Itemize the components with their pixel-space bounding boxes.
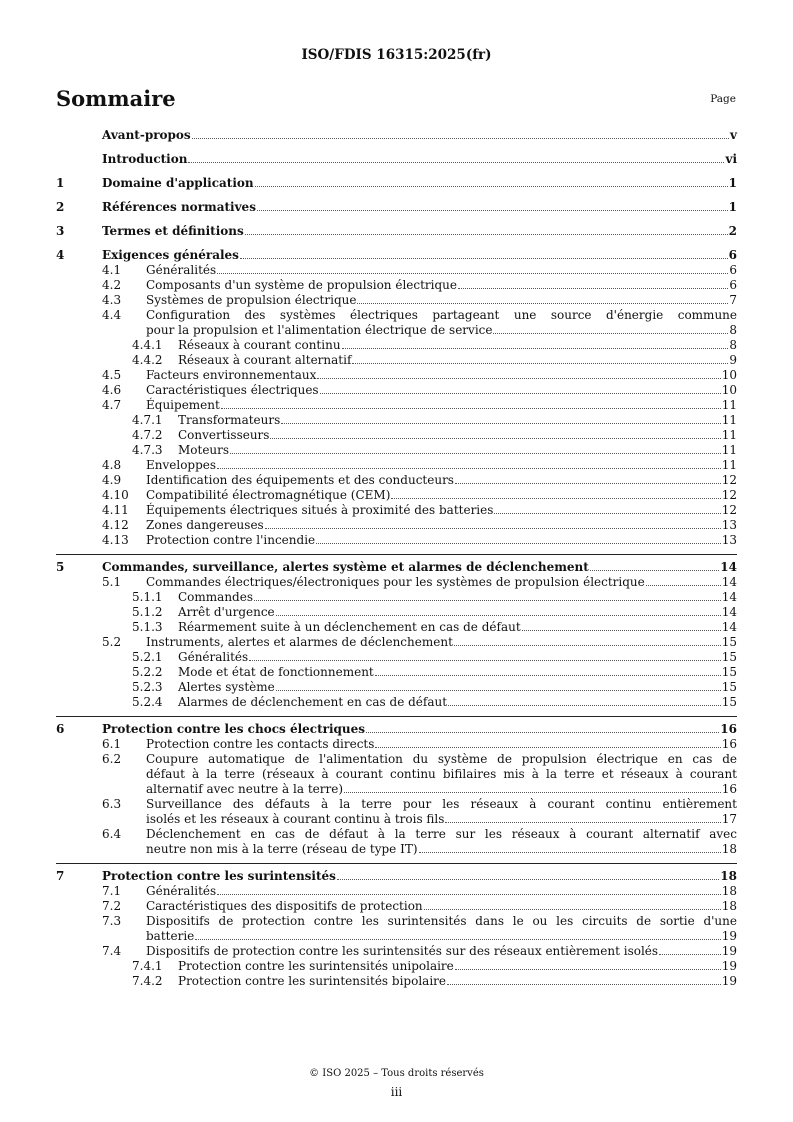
toc-entry-page: 10	[721, 368, 737, 382]
page-number: iii	[390, 1085, 403, 1099]
toc-entry[interactable]	[56, 635, 737, 650]
toc-entry[interactable]	[56, 737, 737, 752]
toc-entry-number: 4.2	[102, 278, 122, 292]
toc-entry-page: 6	[728, 248, 737, 262]
toc-entry-title: Équipement	[146, 398, 220, 412]
toc-entry-number: 4.7	[102, 398, 122, 412]
toc-entry-number: 5.2.4	[132, 695, 163, 709]
toc-entry[interactable]	[56, 665, 737, 680]
toc-entry[interactable]	[56, 680, 737, 695]
toc-entry-title: Réseaux à courant alternatif	[178, 353, 352, 367]
dot-leader	[240, 258, 728, 259]
dot-leader	[419, 852, 721, 853]
dot-leader	[230, 453, 721, 454]
toc-entry-title: Facteurs environnementaux	[146, 368, 317, 382]
toc-entry-page: 17	[721, 812, 737, 826]
toc-entry[interactable]	[56, 959, 737, 974]
toc-entry-title: Composants d'un système de propulsion électrique	[146, 278, 458, 292]
toc-entry-title: Alarmes de déclenchement en cas de défaut	[178, 695, 448, 709]
dot-leader	[458, 288, 728, 289]
toc-entry-title: Configuration des systèmes électriques partageant une source d'énergie commune	[146, 308, 737, 322]
toc-entry-page: 15	[721, 680, 737, 694]
toc-entry-title: neutre non mis à la terre (réseau de type IT)	[146, 842, 418, 856]
dot-leader	[316, 543, 721, 544]
dot-leader	[391, 498, 720, 499]
toc-entry-page: 6	[729, 263, 737, 277]
toc-entry[interactable]	[56, 473, 737, 488]
dot-leader	[217, 273, 728, 274]
toc-entry-page: 8	[729, 338, 737, 352]
toc-entry-page: 6	[729, 278, 737, 292]
toc-entry-page: 13	[721, 518, 737, 532]
toc-entry[interactable]	[56, 428, 737, 443]
toc-entry-title: Zones dangereuses	[146, 518, 264, 532]
toc-entry-number: 5.2	[102, 635, 122, 649]
toc-entry-title: Termes et définitions	[102, 224, 244, 238]
toc-entry-number: 7.4.1	[132, 959, 163, 973]
dot-leader	[188, 162, 724, 163]
toc-entry-page: 16	[721, 782, 737, 796]
toc-entry-title: Déclenchement en cas de défaut à la terre sur les réseaux à courant alternatif avec	[146, 827, 737, 841]
dot-leader	[375, 747, 720, 748]
dot-leader	[265, 528, 721, 529]
toc-entry[interactable]	[56, 413, 737, 428]
toc-entry-title: Dispositifs de protection contre les surintensités sur des réseaux entièrement isolés	[146, 944, 659, 958]
toc-entry[interactable]	[56, 899, 737, 914]
toc-entry-title: Protection contre les chocs électriques	[102, 722, 366, 736]
toc-entry[interactable]	[56, 338, 737, 353]
toc-entry[interactable]	[56, 590, 737, 605]
toc-entry-title: Domaine d'application	[102, 176, 254, 190]
toc-entry-number: 7	[56, 869, 65, 883]
toc-entry-title: Mode et état de fonctionnement	[178, 665, 374, 679]
toc-entry-title: Caractéristiques des dispositifs de protection	[146, 899, 423, 913]
toc-entry-number: 4.8	[102, 458, 122, 472]
toc-entry-page: 11	[721, 458, 737, 472]
toc-entry-page: 16	[720, 722, 737, 736]
toc-entry-page: 19	[721, 959, 737, 973]
toc-entry[interactable]	[56, 797, 737, 827]
toc-entry-title: Coupure automatique de l'alimentation du système de propulsion électrique en cas de	[146, 752, 737, 766]
toc-entry-title: Généralités	[146, 884, 217, 898]
dot-leader	[375, 675, 721, 676]
toc-entry-title: Commandes, surveillance, alertes système et alarmes de déclenchement	[102, 560, 589, 574]
toc-entry[interactable]	[56, 554, 737, 575]
toc-entry-page: 7	[729, 293, 737, 307]
toc-entry-number: 5.1.2	[132, 605, 163, 619]
toc-entry-number: 4.7.2	[132, 428, 163, 442]
toc-entry-page: 11	[721, 443, 737, 457]
toc-entry-page: 18	[720, 869, 737, 883]
toc-entry-page: 18	[721, 899, 737, 913]
toc-entry[interactable]	[56, 827, 737, 857]
toc-entry[interactable]	[56, 443, 737, 458]
toc-entry-number: 7.3	[102, 914, 122, 928]
toc-entry-title: Caractéristiques électriques	[146, 383, 319, 397]
toc-entry-title: Protection contre l'incendie	[146, 533, 316, 547]
toc-entry-number: 4.4	[102, 308, 122, 322]
toc-entry-number: 2	[56, 200, 65, 214]
toc-entry[interactable]	[56, 716, 737, 737]
toc-entry[interactable]	[56, 383, 737, 398]
dot-leader	[522, 630, 721, 631]
toc-entry-number: 4.13	[102, 533, 129, 547]
toc-entry[interactable]	[56, 200, 737, 215]
dot-leader	[454, 645, 721, 646]
dot-leader	[344, 792, 721, 793]
toc-entry[interactable]	[56, 128, 737, 143]
toc-entry-number: 4.10	[102, 488, 129, 502]
dot-leader	[257, 210, 728, 211]
dot-leader	[455, 969, 721, 970]
toc-entry-number: 4.6	[102, 383, 122, 397]
toc-entry-title: Convertisseurs	[178, 428, 270, 442]
toc-entry[interactable]	[56, 293, 737, 308]
toc-entry[interactable]	[56, 248, 737, 263]
toc-entry-page: 12	[721, 503, 737, 517]
toc-entry-page: 12	[721, 473, 737, 487]
toc-entry-title: Alertes système	[178, 680, 275, 694]
toc-entry-number: 4.11	[102, 503, 129, 517]
toc-entry[interactable]	[56, 944, 737, 959]
toc-entry-title: batterie	[146, 929, 195, 943]
toc-entry-title: Réseaux à courant continu	[178, 338, 341, 352]
toc-entry-title: Instruments, alertes et alarmes de déclenchement	[146, 635, 453, 649]
toc-entry-page: 11	[721, 428, 737, 442]
table-of-contents	[56, 128, 737, 989]
dot-leader	[276, 615, 721, 616]
toc-entry-title: Protection contre les surintensités bipolaire	[178, 974, 446, 988]
toc-entry[interactable]	[56, 752, 737, 797]
dot-leader	[192, 138, 729, 139]
dot-leader	[455, 483, 721, 484]
dot-leader	[366, 732, 719, 733]
page-column-label: Page	[710, 93, 736, 105]
toc-entry[interactable]	[56, 368, 737, 383]
toc-entry[interactable]	[56, 152, 737, 167]
toc-entry[interactable]	[56, 488, 737, 503]
toc-entry[interactable]	[56, 605, 737, 620]
toc-entry-page: 2	[728, 224, 737, 238]
toc-entry-number: 7.1	[102, 884, 122, 898]
toc-entry-number: 5.1.3	[132, 620, 163, 634]
toc-entry-number: 6	[56, 722, 65, 736]
toc-entry-title: pour la propulsion et l'alimentation électrique de service	[146, 323, 493, 337]
toc-entry-title: Introduction	[102, 152, 188, 166]
dot-leader	[276, 690, 721, 691]
toc-entry-title: Commandes	[178, 590, 253, 604]
toc-entry-title: défaut à la terre (réseaux à courant continu bifilaires mis à la terre et réseaux à courant	[146, 767, 737, 781]
toc-entry-title: Généralités	[146, 263, 217, 277]
toc-entry-title: Moteurs	[178, 443, 230, 457]
toc-entry-title: Protection contre les contacts directs	[146, 737, 375, 751]
toc-entry-page: 10	[721, 383, 737, 397]
dot-leader	[352, 363, 728, 364]
toc-entry[interactable]	[56, 620, 737, 635]
dot-leader	[249, 660, 721, 661]
toc-entry-title: Exigences générales	[102, 248, 239, 262]
dot-leader	[195, 939, 720, 940]
toc-entry-number: 4.3	[102, 293, 122, 307]
toc-entry-number: 5.1	[102, 575, 122, 589]
toc-entry[interactable]	[56, 224, 737, 239]
toc-entry-number: 5.2.1	[132, 650, 163, 664]
toc-entry-title: Enveloppes	[146, 458, 217, 472]
dot-leader	[255, 186, 728, 187]
toc-entry-page: 14	[721, 620, 737, 634]
dot-leader	[590, 570, 719, 571]
toc-entry-title: Protection contre les surintensités unipolaire	[178, 959, 454, 973]
dot-leader	[424, 909, 721, 910]
toc-entry-number: 6.4	[102, 827, 122, 841]
dot-leader	[357, 303, 728, 304]
toc-entry-number: 7.4.2	[132, 974, 163, 988]
toc-entry-page: 14	[721, 590, 737, 604]
dot-leader	[337, 879, 719, 880]
toc-entry[interactable]	[56, 353, 737, 368]
toc-entry-page: 13	[721, 533, 737, 547]
dot-leader	[448, 705, 721, 706]
document-identifier: ISO/FDIS 16315:2025(fr)	[301, 47, 492, 63]
toc-entry-number: 6.1	[102, 737, 122, 751]
toc-entry-page: 18	[721, 884, 737, 898]
dot-leader	[217, 468, 721, 469]
toc-entry-number: 4.1	[102, 263, 122, 277]
toc-entry[interactable]	[56, 974, 737, 989]
toc-entry-title: Identification des équipements et des conducteurs	[146, 473, 454, 487]
toc-entry-page: 15	[721, 650, 737, 664]
toc-entry-number: 7.4	[102, 944, 122, 958]
toc-entry-page: 8	[729, 323, 737, 337]
toc-entry-page: 11	[721, 413, 737, 427]
dot-leader	[245, 234, 728, 235]
toc-entry-page: 18	[721, 842, 737, 856]
toc-entry-title: Réarmement suite à un déclenchement en cas de défaut	[178, 620, 521, 634]
toc-entry-number: 1	[56, 176, 65, 190]
toc-entry-page: 15	[721, 635, 737, 649]
toc-entry-number: 4.12	[102, 518, 129, 532]
toc-entry-page: 11	[721, 398, 737, 412]
toc-entry-page: 14	[721, 575, 737, 589]
toc-entry-page: 15	[721, 695, 737, 709]
toc-entry-page: 14	[721, 605, 737, 619]
dot-leader	[320, 393, 721, 394]
toc-entry-number: 4.7.3	[132, 443, 163, 457]
toc-entry[interactable]	[56, 398, 737, 413]
toc-entry-title: alternatif avec neutre à la terre)	[146, 782, 344, 796]
dot-leader	[445, 822, 720, 823]
dot-leader	[646, 585, 721, 586]
toc-entry-title: Surveillance des défauts à la terre pour les réseaux à courant continu entièrement	[146, 797, 737, 811]
page-title: Sommaire	[56, 86, 176, 111]
dot-leader	[221, 408, 721, 409]
toc-entry-page: 19	[721, 929, 737, 943]
toc-entry[interactable]	[56, 914, 737, 944]
toc-entry-number: 7.2	[102, 899, 122, 913]
toc-entry-number: 4.7.1	[132, 413, 163, 427]
toc-entry-page: 19	[721, 974, 737, 988]
dot-leader	[281, 423, 720, 424]
copyright-footer: © ISO 2025 – Tous droits réservés	[309, 1068, 484, 1079]
toc-entry-title: Commandes électriques/électroniques pour les systèmes de propulsion électrique	[146, 575, 645, 589]
toc-entry-number: 4.9	[102, 473, 122, 487]
toc-entry[interactable]	[56, 176, 737, 191]
toc-entry-page: 16	[721, 737, 737, 751]
toc-entry-page: vi	[725, 152, 737, 166]
toc-entry-title: Références normatives	[102, 200, 256, 214]
toc-entry-number: 5	[56, 560, 65, 574]
toc-entry-page: 1	[728, 176, 737, 190]
dot-leader	[494, 513, 720, 514]
toc-entry[interactable]	[56, 518, 737, 533]
toc-entry-number: 5.2.3	[132, 680, 163, 694]
toc-entry[interactable]	[56, 533, 737, 548]
toc-entry-number: 6.3	[102, 797, 122, 811]
toc-entry-page: v	[730, 128, 737, 142]
toc-entry-page: 14	[720, 560, 737, 574]
dot-leader	[659, 954, 721, 955]
toc-entry-title: Protection contre les surintensités	[102, 869, 336, 883]
toc-entry[interactable]	[56, 278, 737, 293]
toc-entry-title: Arrêt d'urgence	[178, 605, 275, 619]
toc-entry-page: 19	[721, 944, 737, 958]
toc-entry-number: 4	[56, 248, 65, 262]
dot-leader	[493, 333, 728, 334]
dot-leader	[254, 600, 721, 601]
toc-entry-title: Systèmes de propulsion électrique	[146, 293, 357, 307]
dot-leader	[342, 348, 729, 349]
toc-entry-title: Transformateurs	[178, 413, 281, 427]
toc-entry[interactable]	[56, 695, 737, 710]
toc-entry-number: 3	[56, 224, 65, 238]
toc-entry[interactable]	[56, 650, 737, 665]
toc-entry-page: 9	[729, 353, 737, 367]
toc-entry[interactable]	[56, 308, 737, 338]
toc-entry-page: 1	[728, 200, 737, 214]
toc-entry-title: Généralités	[178, 650, 249, 664]
toc-entry[interactable]	[56, 575, 737, 590]
dot-leader	[447, 984, 721, 985]
toc-entry-number: 6.2	[102, 752, 122, 766]
toc-entry[interactable]	[56, 458, 737, 473]
toc-entry[interactable]	[56, 503, 737, 518]
toc-entry-title: Compatibilité électromagnétique (CEM)	[146, 488, 391, 502]
toc-entry-number: 5.1.1	[132, 590, 163, 604]
dot-leader	[270, 438, 720, 439]
toc-entry[interactable]	[56, 884, 737, 899]
dot-leader	[317, 378, 720, 379]
toc-entry-number: 4.4.2	[132, 353, 163, 367]
toc-entry[interactable]	[56, 263, 737, 278]
toc-entry-title: Avant-propos	[102, 128, 191, 142]
toc-entry-page: 12	[721, 488, 737, 502]
toc-entry-title: isolés et les réseaux à courant continu à trois fils	[146, 812, 445, 826]
toc-entry-number: 5.2.2	[132, 665, 163, 679]
toc-entry[interactable]	[56, 863, 737, 884]
toc-entry-number: 4.5	[102, 368, 122, 382]
toc-entry-number: 4.4.1	[132, 338, 163, 352]
toc-entry-page: 15	[721, 665, 737, 679]
toc-entry-title: Équipements électriques situés à proximité des batteries	[146, 503, 494, 517]
toc-entry-title: Dispositifs de protection contre les surintensités dans le ou les circuits de sortie d'une	[146, 914, 737, 928]
dot-leader	[217, 894, 721, 895]
